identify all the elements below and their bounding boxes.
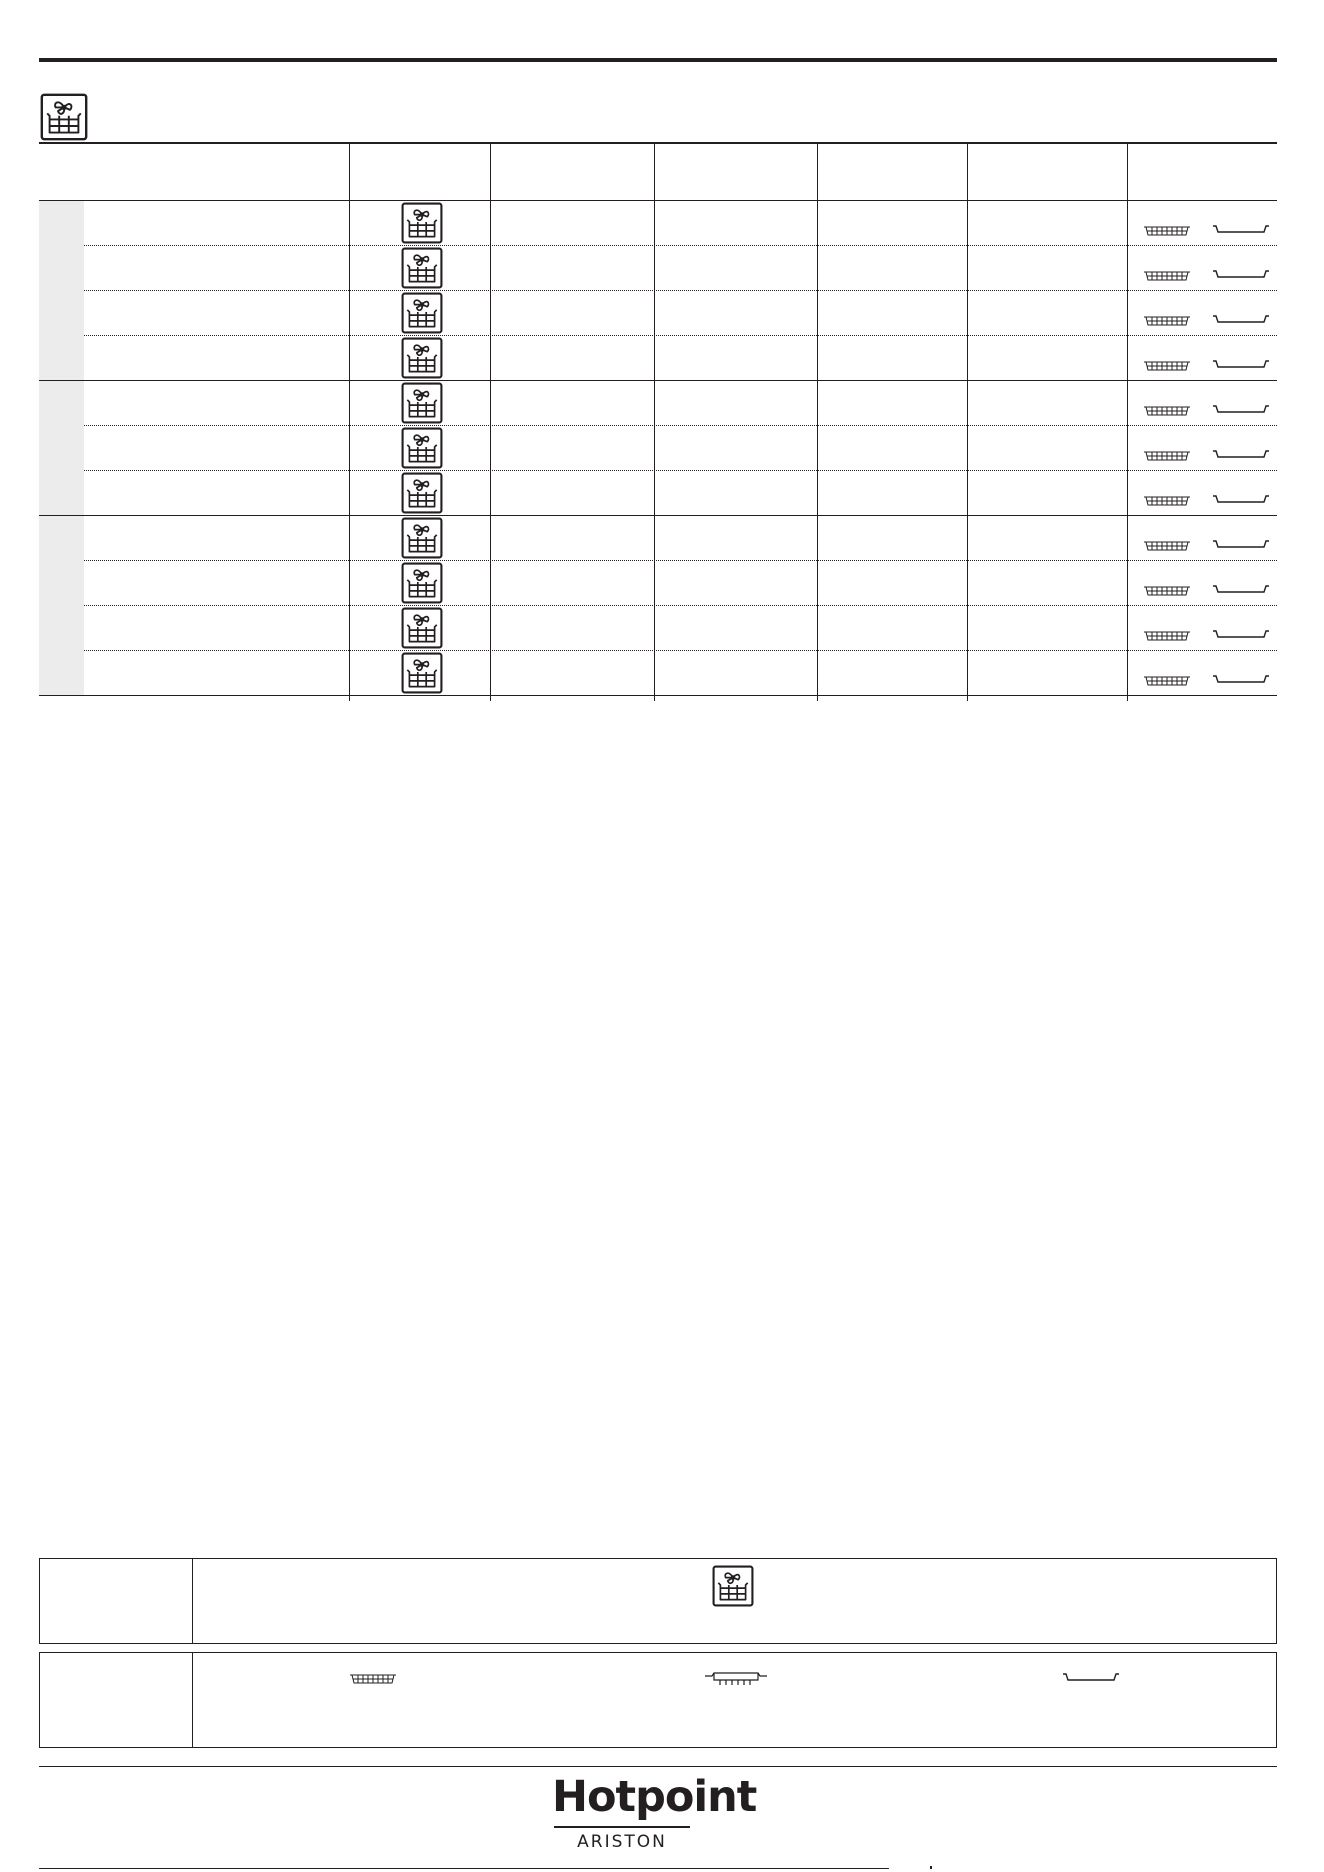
row-divider <box>84 470 1277 471</box>
sub-brand-name: ARISTON <box>577 1832 667 1852</box>
group-divider <box>39 380 1277 381</box>
group-band <box>39 201 84 380</box>
column-divider <box>1127 144 1128 701</box>
flat-tray-icon <box>1212 268 1270 280</box>
flat-tray-icon <box>1062 1671 1120 1683</box>
group-divider <box>39 515 1277 516</box>
column-divider <box>817 144 818 701</box>
air-fry-basket-icon <box>401 472 443 514</box>
air-fry-basket-icon <box>401 607 443 649</box>
wire-basket-icon <box>1142 630 1192 642</box>
bottom-mark <box>930 1866 932 1869</box>
column-divider <box>967 144 968 701</box>
logo-divider <box>554 1826 690 1828</box>
air-fry-basket-icon <box>401 517 443 559</box>
group-band <box>39 381 84 515</box>
wire-basket-icon <box>347 1673 399 1685</box>
air-fry-basket-icon <box>401 427 443 469</box>
flat-tray-icon <box>1212 538 1270 550</box>
wire-basket-icon <box>1142 315 1192 327</box>
flat-tray-icon <box>1212 583 1270 595</box>
bottom-rule <box>39 1868 889 1869</box>
wire-basket-icon <box>1142 405 1192 417</box>
air-fry-table <box>39 144 1277 701</box>
column-divider <box>654 144 655 701</box>
air-fry-basket-icon <box>401 382 443 424</box>
flat-tray-icon <box>1212 403 1270 415</box>
flat-tray-icon <box>1212 358 1270 370</box>
row-divider <box>84 335 1277 336</box>
flat-tray-icon <box>1212 493 1270 505</box>
function-legend-box <box>39 1558 1277 1644</box>
row-divider <box>84 245 1277 246</box>
table-header-rule <box>39 200 1277 201</box>
flat-tray-icon <box>1212 223 1270 235</box>
air-fry-basket-icon <box>401 202 443 244</box>
legend-divider <box>192 1653 193 1747</box>
footer-rule <box>39 1766 1277 1767</box>
wire-basket-icon <box>1142 675 1192 687</box>
wire-basket-icon <box>1142 540 1192 552</box>
wire-basket-icon <box>1142 225 1192 237</box>
flat-tray-icon <box>1212 313 1270 325</box>
top-rule <box>39 58 1277 62</box>
group-divider <box>39 695 1277 696</box>
brand-name: Hotpoint <box>552 1772 757 1822</box>
column-divider <box>349 144 350 701</box>
flat-tray-icon <box>1212 673 1270 685</box>
wire-basket-icon <box>1142 450 1192 462</box>
flat-tray-icon <box>1212 448 1270 460</box>
air-fry-basket-icon <box>401 652 443 694</box>
row-divider <box>84 650 1277 651</box>
air-fry-basket-icon <box>401 562 443 604</box>
air-fry-basket-icon <box>40 93 88 141</box>
row-divider <box>84 605 1277 606</box>
group-band <box>39 516 84 695</box>
air-fry-basket-icon <box>712 1565 754 1607</box>
air-fry-basket-icon <box>401 292 443 334</box>
wire-basket-icon <box>1142 360 1192 372</box>
brand-logo <box>552 1772 757 1856</box>
accessories-legend-box <box>39 1652 1277 1748</box>
wire-basket-icon <box>1142 270 1192 282</box>
column-divider <box>490 144 491 701</box>
air-fry-basket-icon <box>401 247 443 289</box>
wire-basket-icon <box>1142 495 1192 507</box>
wire-basket-icon <box>1142 585 1192 597</box>
baking-grid-icon <box>704 1671 768 1687</box>
row-divider <box>84 560 1277 561</box>
air-fry-basket-icon <box>401 337 443 379</box>
row-divider <box>84 290 1277 291</box>
row-divider <box>84 425 1277 426</box>
flat-tray-icon <box>1212 628 1270 640</box>
legend-divider <box>192 1559 193 1643</box>
